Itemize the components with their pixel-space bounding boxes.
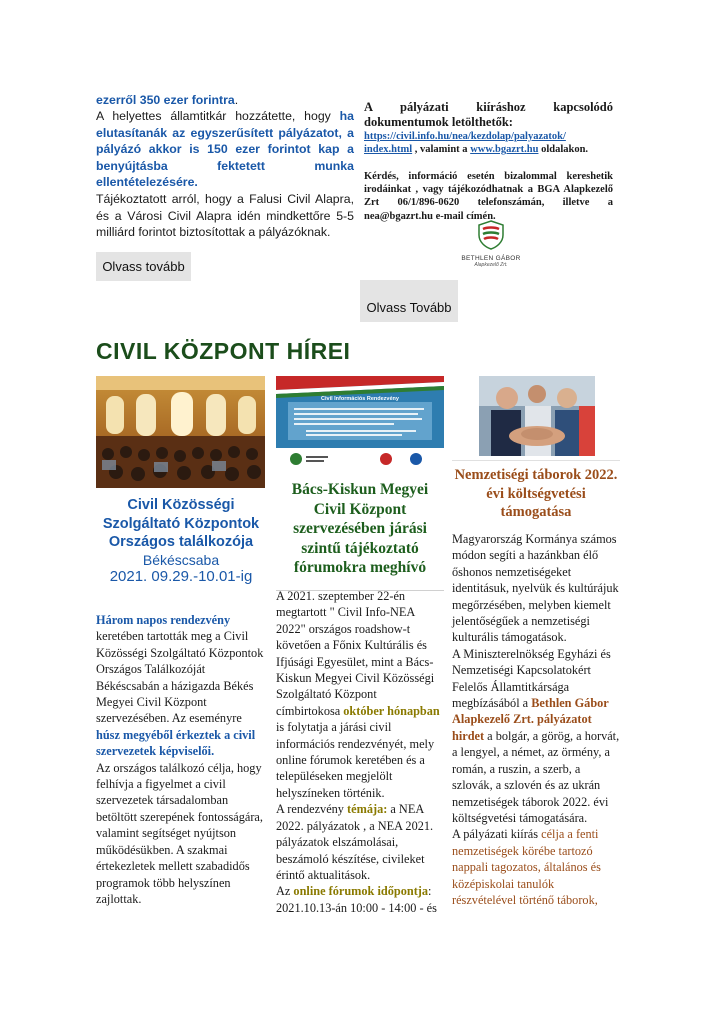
body-text: A rendezvény [276, 802, 348, 817]
column-bacs-kiskun [276, 480, 444, 578]
contact-text: Kérdés, információ esetén bizalommal kereshetik irodáinkat , vagy tájékozódhatnak a BGA Alapkezelő Zrt 06/1/896-0620 telefonszámán, illetve a nea@bgazrt.hu e-mail címén. [364, 171, 613, 222]
highlight-text: október hónapban [343, 703, 440, 718]
bethlen-gabor-logo [456, 220, 526, 270]
event-location: Békéscsaba [142, 551, 220, 568]
children-camp-photo [479, 376, 595, 456]
logo-name: BETHLEN GÁBOR [461, 255, 521, 262]
column-civil-meeting [96, 496, 266, 586]
event-dates: 2021. 09.29.-10.01-ig [109, 567, 253, 585]
article-title: Bács-Kiskun Megyei Civil Központ szervezésében járási szintű tájékoztató fórumokra meghívó [291, 481, 429, 576]
bgazrt-link[interactable]: www.bgazrt.hu [470, 144, 539, 155]
body-paragraph: Az országos találkozó célja, hogy felhívja a figyelmet a civil szervezetek társadalomban betöltött szerepének fontosságára, valamint segítséget nyújtson működésükben. A szakmai értekezletek mellett szabadidős programok több helyszínen zajlottak. [96, 760, 263, 906]
article-text: A helyettes államtitkár hozzátette, hogy [96, 109, 340, 124]
column-nationality-camps [452, 466, 620, 522]
highlight-text: Bethlen Gábor Alapkezelő Zrt. pályázatot hirdet [452, 696, 609, 743]
column-bacs-kiskun-body [276, 588, 444, 916]
highlight-text: célja a fenti nemzetiségek körébe tartozó nappali tagozatos, általános és középiskolai tanulók részvételével történő táborok, [452, 827, 601, 907]
conference-hall-photo [96, 376, 265, 488]
highlight-text: Három napos rendezvény [96, 613, 231, 627]
body-text: a bolgár, a görög, a horvát, a lengyel, a német, az örmény, a román, a ruszin, a szerb, a szlovák, a szlovén és az ukrán nemzetiségek táborok 2022. évi költségvetési támogatására. [452, 728, 620, 825]
top-left-article [96, 92, 354, 241]
highlight-text: online fórumok időpontja [293, 884, 429, 899]
link-separator: , valamint a [412, 144, 471, 155]
body-text: a NEA 2022. pályázatok , a NEA 2021. pályázatok elszámolásai, beszámoló készítése, civileket érintő aktualitások. [276, 802, 434, 882]
body-text: Az [276, 884, 294, 899]
read-more-button-2[interactable]: Olvass Tovább [360, 280, 458, 322]
body-text: A Miniszterelnökség Egyházi és Nemzetiségi Kapcsolatokért Felelős Államtitkársága megbízásából a [452, 646, 611, 711]
body-paragraph: Magyarország Kormánya számos módon segíti a hazánkban élő őshonos nemzetiségeket identitásuk, nyelvük és kultúrájuk megőrzésében, melyben kiemelt jelentőségűek a nemzetiségi kulturális támogatások. [452, 532, 619, 645]
body-text: keretében tartották meg a Civil Közösségi Szolgáltató Központok Országos Találkozóját Békéscsabán a házigazda Békés Megyei Civil Központ szervezésében. Az eseményre [96, 629, 264, 726]
body-text: A pályázati kiírás [452, 827, 542, 842]
highlight-text: témája: [347, 802, 388, 817]
article-paragraph: Tájékoztatott arról, hogy a Falusi Civil Alapra, és a Városi Civil Alapra idén mindkettőre 5-5 milliárd forintot biztosítottak a pályázóknak. [96, 192, 354, 240]
logo-subtitle: Alapkezelő Zrt. [474, 262, 508, 268]
amount-text: ezerről 350 ezer forintra [96, 93, 235, 107]
event-poster-image [276, 376, 444, 470]
column-civil-meeting-body [96, 612, 268, 907]
body-text: A 2021. szeptember 22-én megtartott " Civil Info-NEA 2022" országos roadshow-t követően a Főnix Kultúrális és Ifjúsági Egyesület, mint a Bács-Kiskun Megyei Civil Közösségi Szolgáltató Központ címbirtokosa [276, 589, 435, 718]
section-title: CIVIL KÖZPONT HÍREI [96, 338, 351, 364]
civil-info-link[interactable]: https://civil.info.hu/nea/kezdolap/palyazatok/ index.html [364, 131, 566, 155]
article-highlight: ha elutasítanák az egyszerűsített pályázatot, a pályázó akkor is 150 ezer forintot kap a benyújtásba fektetett munka ellentételezésére. [96, 109, 354, 190]
read-more-button[interactable]: Olvass tovább [96, 252, 191, 281]
shield-logo-icon [477, 220, 505, 250]
download-intro: A pályázati kiíráshoz kapcsolódó dokumentumok letölthetők: [364, 100, 613, 129]
link-end: oldalakon. [538, 144, 589, 155]
top-right-article [364, 100, 613, 223]
body-text: is folytatja a járási civil információs rendezvényét, mely online fórumok keretében és a településeken megjelölt helyszíneken történik. [276, 720, 435, 800]
divider [452, 460, 620, 461]
amount-period: . [234, 93, 239, 107]
poster-title: Civil Információs Rendezvény [321, 396, 399, 402]
body-text: : 2021.10.13-án 10:00 - 14:00 - és [276, 884, 437, 915]
highlight-text: húsz megyéből érkeztek a civil szervezetek képviselői. [96, 727, 256, 759]
article-title: Civil Közösségi Szolgáltató Központok Országos találkozója [102, 497, 260, 550]
article-title: Nemzetiségi táborok 2022. évi költségvetési támogatása [454, 467, 618, 520]
column-nationality-camps-body [452, 531, 620, 908]
